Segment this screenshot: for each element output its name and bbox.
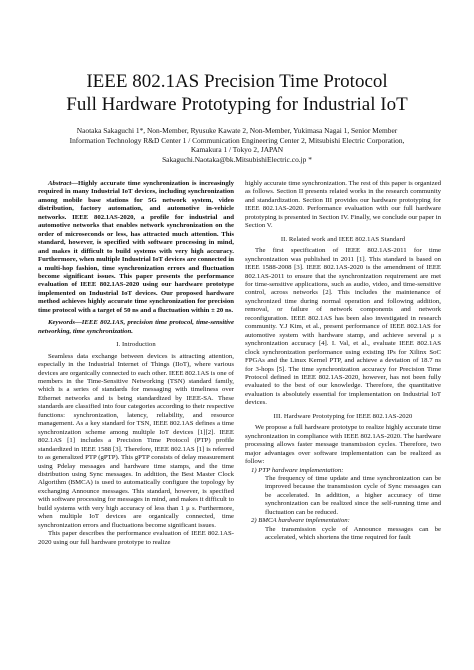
abstract-label: Abstract bbox=[48, 180, 72, 187]
left-column bbox=[38, 180, 234, 547]
section-heading-introduction: I. Introduction bbox=[116, 341, 156, 349]
abstract bbox=[38, 180, 234, 315]
list-item-body-2: The transmission cycle of Announce messages can be accelerated, which shortens the time required for fault bbox=[265, 525, 441, 542]
hardware-paragraph: We propose a full hardware prototype to realize highly accurate time synchronization in compliance with IEEE 802.1AS-2020. The hardware processing allows faster message transmission cycles. Therefore, two major advantages over software implementation can be realized as follow: bbox=[245, 424, 441, 466]
keywords-label: Keywords bbox=[48, 319, 75, 327]
right-column bbox=[245, 180, 441, 543]
section-heading-related-work: II. Related work and IEEE 802.1AS Standard bbox=[280, 235, 406, 243]
author-names: Naotaka Sakaguchi 1*, Non-Member, Ryusuke Kawate 2, Non-Member, Yukimasa Nagai 1, Senior Member bbox=[76, 126, 398, 135]
abstract-text: —Highly accurate time synchronization is increasingly required in many Industrial IoT devices, including synchronization among mobile base stations for 5G network system, video distribution, factory automation, and automotive in-vehicle networks. IEEE 802.1AS-2020, a profile for industrial and automotive networks that enables network synchronization on the order of microseconds or less, has attracted much attention. This standard, however, is specified with software processing in mind, and makes it difficult to build systems with very high accuracy. Furthermore, when multiple Industrial IoT devices are connected in a multi-hop fashion, time synchronization errors and fluctuation become significant issues. This paper presents the performance evaluation of IEEE 802.1AS-2020 using our hardware prototype implemented on Industrial IoT devices. Our proposed hardware method achieves highly accurate time synchronization for precision time protocol with a target of 50 ns and a fluctuation within ± 20 ns. bbox=[38, 180, 234, 314]
affiliation-line-1: Information Technology R&D Center 1 / Communication Engineering Center 2, Mitsubishi Electric Corporation, bbox=[69, 135, 405, 145]
advantages-list bbox=[245, 467, 441, 543]
keywords-text: —IEEE 802.1AS, precision time protocol, time-sensitive networking, time synchronization. bbox=[38, 319, 234, 335]
section-heading-hardware-prototyping: III. Hardware Prototyping for IEEE 802.1AS-2020 bbox=[273, 412, 413, 420]
list-item-body-1: The frequency of time update and time synchronization can be improved because the transmission cycle of Sync messages can be accelerated. In addition, a higher accuracy of time synchronization can be realized since the self-running time and fluctuation can be reduced. bbox=[265, 474, 441, 516]
author-block bbox=[40, 126, 434, 164]
author-email: Sakaguchi.Naotaka@bk.MitsubishiElectric.co.jp * bbox=[162, 154, 312, 164]
affiliation-line-2: Kamakura 1 / Tokyo 2, JAPAN bbox=[190, 145, 284, 155]
related-work-paragraph: The first specification of IEEE 802.1AS-2011 for time synchronization was published in 2011 [1]. This standard is based on IEEE 1588-2008 [3]. IEEE 802.1AS-2020 is the amendment of IEEE 802.1AS-2011 to ensure that the synchronization requirement are met for time-sensitive applications, such as audio, video, and time-sensitive control, across networks [2]. This includes the maintenance of synchronized time during normal operation and following addition, removal, or failure of network components and network reconfiguration. IEEE 802.1AS has been also investigated in research community. Y.J Kim, et al., present performance of IEEE 802.1AS for automotive system with hardware stamp, and achieve several μ s synchronization accuracy [4]. I. Val, et al., evaluate IEEE 802.1AS clock synchronization performance using existing IPs for Xilinx SoC FPGAs and the Linux Kernel PTP, and achieve a deviation of 18.7 ns for 3-hops [5]. The time synchronization accuracy for Precision Time Protocol defined in IEEE 802.1AS-2020, however, has not been fully evaluated to the best of our knowledge. Therefore, the quantitative evaluation is absolutely essential for implementation on Industrial IoT devices. bbox=[245, 247, 441, 407]
title-line-2: Full Hardware Prototyping for Industrial IoT bbox=[66, 94, 408, 115]
list-item-title-2: 2) BMCA hardware implementation: bbox=[251, 517, 350, 525]
list-item-title-1: 1) PTP hardware implementation: bbox=[251, 466, 344, 474]
keywords bbox=[38, 319, 234, 336]
intro-paragraph-1: Seamless data exchange between devices is attracting attention, especially in the Industrial Internet of Things (IIoT), where various devices are organically connected to each other. IEEE 802.1AS is one of members in the Time-Sensitive Networking (TSN) standard family, which is a series of standards for messaging with timeliness over Ethernet networks and is being standardized by IEEE-SA. These standards are classified into four categories according to their respective functions: synchronization, latency, reliability, and resource management. As a key standard for TSN, IEEE 802.1AS defines a time synchronization scheme among multiple IoT devices [1][2]. IEEE 802.1AS [1] includes a Precision Time Protocol (PTP) profile standardized in IEEE 1588 [3]. Therefore, IEEE 802.1AS [1] is referred to as generalized PTP (gPTP). This gPTP consists of delay measurement using Pdelay messages and hardware time stamps, and the time distribution using Sync messages. In addition, the Best Master Clock Algorithm (BMCA) is used to automatically configure the topology by exchanging Announce messages. This standard, however, is specified with software processing for messages in mind, and makes it difficult to build systems with very high accuracy of less than 1 μ s. Furthermore, when multiple IoT devices are organically connected, time synchronization errors and fluctuations become significant issues. bbox=[38, 352, 234, 529]
intro-paragraph-2: This paper describes the performance evaluation of IEEE 802.1AS-2020 using our full hardware prototype to realize bbox=[38, 530, 234, 546]
paper-title bbox=[0, 70, 474, 116]
intro-continuation: highly accurate time synchronization. The rest of this paper is organized as follows. Section II presents related works in the research community and standardization. Section III provides our hardware prototyping for IEEE 802.1AS-2020. Performance evaluation with our full hardware prototyping is presented in Section IV. Finally, we conclude our paper in Section V. bbox=[245, 180, 441, 230]
title-line-1: IEEE 802.1AS Precision Time Protocol bbox=[86, 71, 388, 92]
